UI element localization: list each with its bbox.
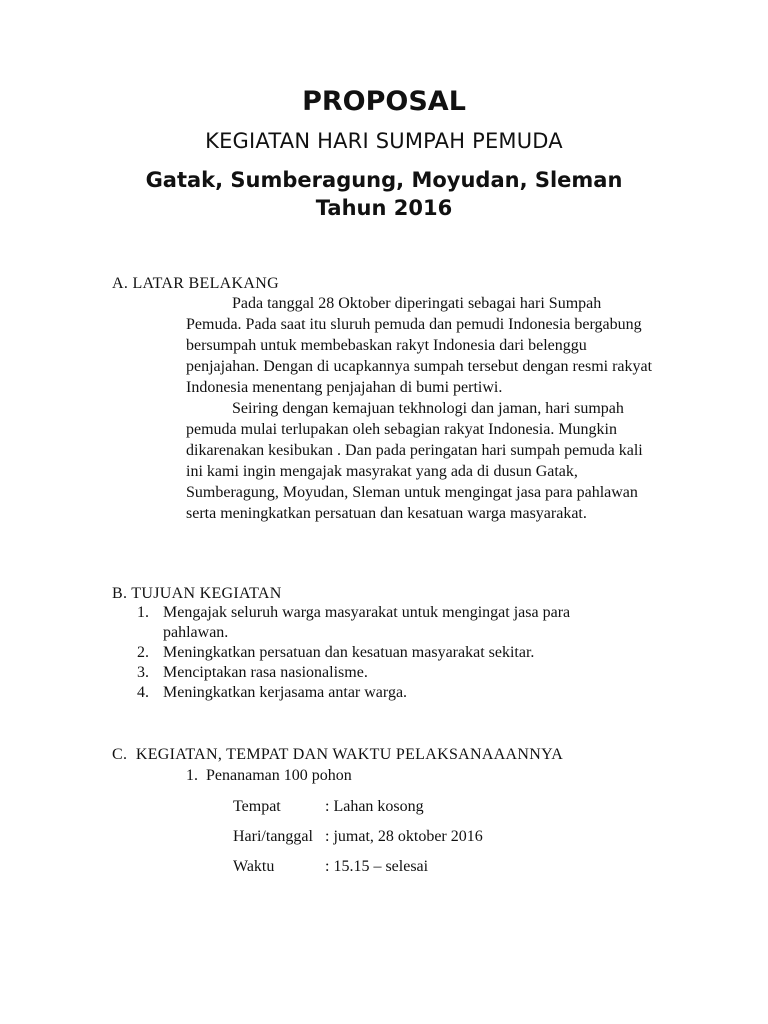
list-item	[137, 603, 637, 643]
document-subtitle: KEGIATAN HARI SUMPAH PEMUDA	[205, 129, 563, 153]
section-a-paragraph-1: Pada tanggal 28 Oktober diperingati sebagai hari Sumpah Pemuda. Pada saat itu sluruh pemuda dan pemudi Indonesia bergabung bersumpah untuk membebaskan rakyt Indonesia dari belenggu penjajahan. Dengan di ucapkannya sumpah tersebut dengan resmi rakyat Indonesia menentang penjajahan di bumi pertiwi.	[186, 295, 653, 396]
objectives-list	[137, 603, 637, 703]
list-item-text: Meningkatkan kerjasama antar warga.	[163, 684, 408, 701]
activity-title: 1. Penanaman 100 pohon	[186, 767, 352, 784]
list-item	[137, 683, 637, 703]
list-item	[137, 663, 637, 683]
list-item-text: Meningkatkan persatuan dan kesatuan masyarakat sekitar.	[163, 644, 535, 661]
document-location-year	[0, 166, 768, 222]
document-year: Tahun 2016	[315, 196, 453, 220]
section-a-paragraph-2: Seiring dengan kemajuan tekhnologi dan jaman, hari sumpah pemuda mulai terlupakan oleh sebagian rakyat Indonesia. Mungkin dikarenakan kesibukan . Dan pada peringatan hari sumpah pemuda kali ini kami ingin mengajak masyrakat yang ada di dusun Gatak, Sumberagung, Moyudan, Sleman untuk mengingat jasa para pahlawan serta meningkatkan persatuan dan kesatuan warga masyarakat.	[186, 400, 643, 522]
list-item-number: 3.	[137, 664, 149, 681]
detail-value: : 15.15 – selesai	[325, 858, 429, 875]
detail-label: Tempat	[233, 798, 281, 815]
detail-label: Waktu	[233, 858, 275, 875]
list-item-number: 2.	[137, 644, 149, 661]
list-item	[137, 643, 637, 663]
section-c-heading: C. KEGIATAN, TEMPAT DAN WAKTU PELAKSANAAANNYA	[112, 746, 564, 763]
list-item-text: Mengajak seluruh warga masyarakat untuk mengingat jasa para pahlawan.	[163, 604, 571, 641]
document-location: Gatak, Sumberagung, Moyudan, Sleman	[145, 168, 623, 192]
section-a-heading: A. LATAR BELAKANG	[112, 275, 279, 292]
list-item-number: 4.	[137, 684, 149, 701]
detail-label: Hari/tanggal	[233, 828, 313, 845]
section-a-body	[186, 293, 656, 524]
section-b-heading: B. TUJUAN KEGIATAN	[112, 585, 282, 602]
document-title: PROPOSAL	[302, 86, 466, 117]
list-item-text: Menciptakan rasa nasionalisme.	[163, 664, 368, 681]
list-item-number: 1.	[137, 604, 149, 621]
detail-value: : jumat, 28 oktober 2016	[325, 828, 483, 845]
detail-value: : Lahan kosong	[325, 798, 424, 815]
